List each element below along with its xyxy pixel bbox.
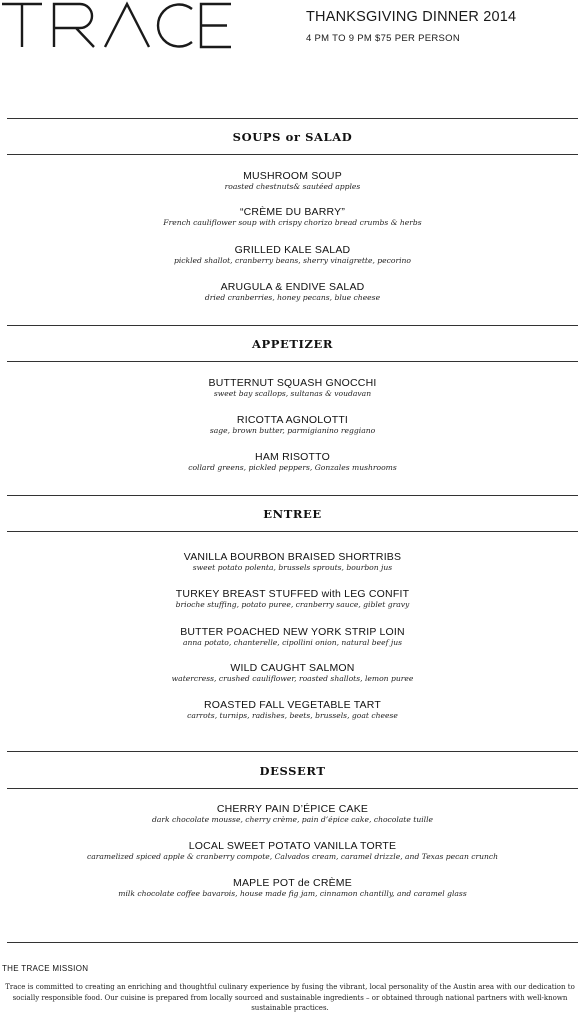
- menu-item: [7, 803, 578, 825]
- dish-description: anna potato, chanterelle, cipollini onion, natural beef jus: [182, 638, 402, 647]
- menu-item: [7, 451, 578, 473]
- dish-description: pickled shallot, cranberry beans, sherry vinaigrette, pecorino: [173, 256, 411, 265]
- dish-name: BUTTERNUT SQUASH GNOCCHI: [208, 377, 377, 389]
- menu-item: [7, 206, 578, 228]
- dish-description: watercress, crushed cauliflower, roasted shallots, lemon puree: [171, 674, 414, 683]
- section-divider: [7, 788, 578, 789]
- section-divider: [7, 154, 578, 155]
- event-details: 4 PM TO 9 PM $75 PER PERSON: [306, 33, 460, 44]
- dish-description: sage, brown butter, parmigianino reggiano: [209, 426, 376, 435]
- section-divider: [7, 361, 578, 362]
- section-title-entree: ENTREE: [263, 507, 322, 521]
- dish-description: brioche stuffing, potato puree, cranberry sauce, giblet gravy: [175, 600, 410, 609]
- dish-name: LOCAL SWEET POTATO VANILLA TORTE: [188, 840, 397, 852]
- dish-name: BUTTER POACHED NEW YORK STRIP LOIN: [180, 626, 405, 638]
- dish-name: MAPLE POT de CRÈME: [233, 877, 352, 889]
- section-divider: [7, 325, 578, 326]
- dish-description: collard greens, pickled peppers, Gonzales mushrooms: [188, 463, 397, 472]
- dish-name: ARUGULA & ENDIVE SALAD: [220, 281, 365, 293]
- dish-description: sweet potato polenta, brussels sprouts, bourbon jus: [192, 563, 393, 572]
- dish-description: roasted chestnuts& sautéed apples: [224, 182, 361, 191]
- mission-title: THE TRACE MISSION: [2, 964, 89, 973]
- mission-text: Trace is committed to creating an enriching and thoughtful culinary experience by fusing the vibrant, local personality of the Austin area with our dedication to socially responsible food. Our cuisine is prepared from locally sourced and sustainable ingredients – or obtained through national partners with well-known sustainable practices.: [5, 983, 575, 1012]
- dish-name: ROASTED FALL VEGETABLE TART: [204, 699, 381, 711]
- menu-item: [7, 244, 578, 266]
- menu-item: [7, 662, 578, 684]
- dish-description: dried cranberries, honey pecans, blue cheese: [204, 293, 381, 302]
- dish-name: MUSHROOM SOUP: [243, 170, 342, 182]
- menu-item: [7, 414, 578, 436]
- section-divider: [7, 118, 578, 119]
- dish-name: TURKEY BREAST STUFFED with LEG CONFIT: [175, 588, 410, 600]
- section-title-appetizer: APPETIZER: [251, 337, 334, 351]
- dish-name: “CRÈME DU BARRY”: [239, 206, 346, 218]
- section-divider: [7, 751, 578, 752]
- dish-description: French cauliflower soup with crispy chorizo bread crumbs & herbs: [163, 218, 422, 227]
- menu-item: [7, 588, 578, 610]
- dish-name: HAM RISOTTO: [255, 451, 330, 463]
- menu-item: [7, 377, 578, 399]
- menu-item: [7, 699, 578, 721]
- section-title-soups-salad: SOUPS or SALAD: [232, 130, 353, 144]
- trace-logo: [2, 0, 234, 50]
- section-title-dessert: DESSERT: [259, 764, 326, 778]
- dish-name: WILD CAUGHT SALMON: [230, 662, 355, 674]
- dish-description: carrots, turnips, radishes, beets, brussels, goat cheese: [187, 711, 398, 720]
- menu-item: [7, 551, 578, 573]
- menu-item: [7, 281, 578, 303]
- menu-item: [7, 626, 578, 648]
- section-divider: [7, 531, 578, 532]
- dish-description: sweet bay scallops, sultanas & voudavan: [213, 389, 372, 398]
- event-title: THANKSGIVING DINNER 2014: [306, 9, 517, 25]
- menu-item: [7, 170, 578, 192]
- dish-description: milk chocolate coffee bavarois, house made fig jam, cinnamon chantilly, and caramel glass: [118, 889, 467, 898]
- dish-name: CHERRY PAIN D’ÉPICE CAKE: [216, 803, 369, 815]
- menu-item: [7, 840, 578, 862]
- dish-name: GRILLED KALE SALAD: [234, 244, 351, 256]
- dish-name: RICOTTA AGNOLOTTI: [236, 414, 349, 426]
- footer-divider: [7, 942, 578, 943]
- dish-name: VANILLA BOURBON BRAISED SHORTRIBS: [183, 551, 402, 563]
- section-divider: [7, 495, 578, 496]
- dish-description: dark chocolate mousse, cherry crème, pain d’épice cake, chocolate tuille: [152, 815, 433, 824]
- menu-item: [7, 877, 578, 899]
- dish-description: caramelized spiced apple & cranberry compote, Calvados cream, caramel drizzle, and Texas pecan crunch: [86, 852, 499, 861]
